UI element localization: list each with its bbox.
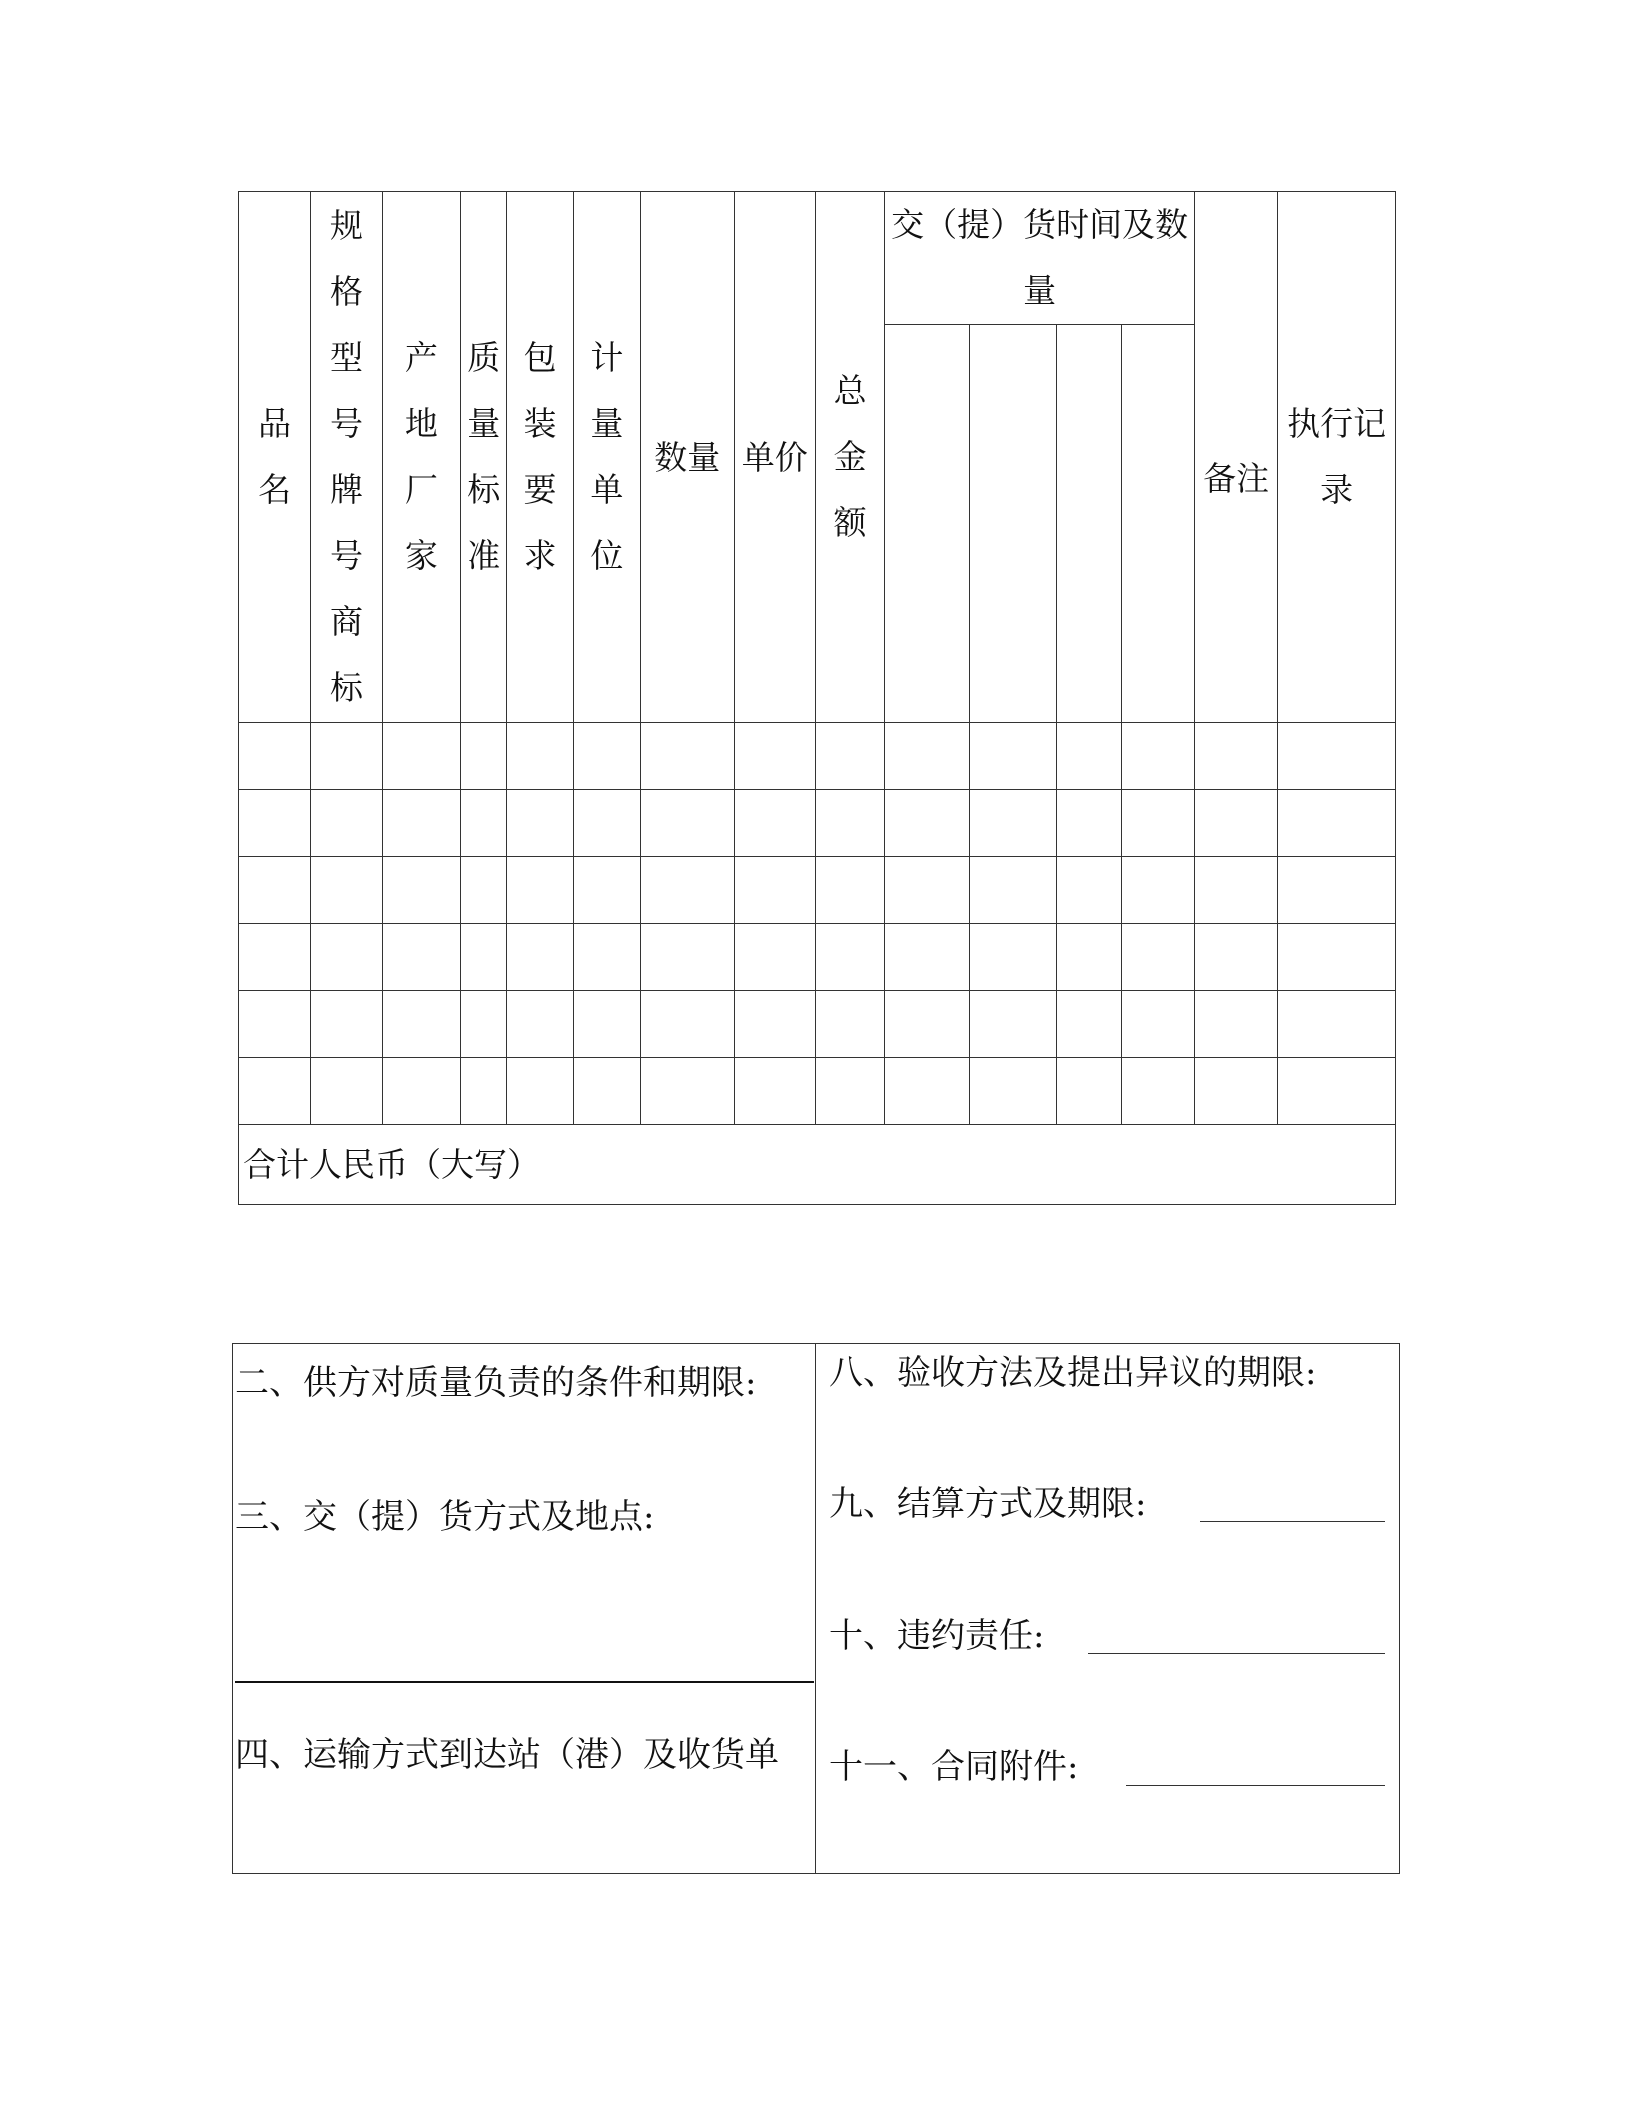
column-divider [815,1344,816,1873]
table-cell[interactable] [461,723,507,790]
table-cell[interactable] [1194,991,1277,1058]
table-cell[interactable] [1057,723,1121,790]
clause-transport-method: 四、运输方式到达站（港）及收货单 [235,1735,779,1775]
delivery-subcol-1 [885,325,969,723]
table-cell[interactable] [1278,991,1396,1058]
table-row [239,790,1396,857]
table-cell[interactable] [815,991,884,1058]
header-total-amount: 总金额 [815,192,884,723]
table-cell[interactable] [885,1058,969,1125]
header-quantity: 数量 [641,192,734,723]
table-cell[interactable] [311,790,382,857]
header-product-name: 品名 [239,192,311,723]
table-cell[interactable] [1121,924,1194,991]
table-cell[interactable] [815,924,884,991]
table-cell[interactable] [1278,723,1396,790]
table-cell[interactable] [969,1058,1056,1125]
table-cell[interactable] [734,723,815,790]
header-remarks: 备注 [1194,192,1277,723]
table-cell[interactable] [507,1058,573,1125]
clause-quality-responsibility: 二、供方对质量负责的条件和期限: [235,1363,757,1403]
table-cell[interactable] [885,857,969,924]
table-cell[interactable] [885,723,969,790]
clause-breach-liability: 十、违约责任: [829,1616,1045,1656]
table-cell[interactable] [1194,857,1277,924]
table-cell[interactable] [461,991,507,1058]
clause-contract-attachments: 十一、合同附件: [829,1747,1079,1787]
table-cell[interactable] [1278,790,1396,857]
table-cell[interactable] [815,723,884,790]
delivery-subcol-2 [969,325,1056,723]
table-cell[interactable] [641,924,734,991]
table-cell[interactable] [885,790,969,857]
table-cell[interactable] [382,857,460,924]
table-cell[interactable] [1194,790,1277,857]
table-cell[interactable] [507,790,573,857]
contract-clauses-box [232,1343,1400,1874]
table-cell[interactable] [885,991,969,1058]
table-cell[interactable] [573,924,640,991]
table-cell[interactable] [969,723,1056,790]
table-cell[interactable] [641,790,734,857]
delivery-subcol-4 [1121,325,1194,723]
table-cell[interactable] [1057,790,1121,857]
table-cell[interactable] [382,723,460,790]
table-cell[interactable] [311,991,382,1058]
table-cell[interactable] [815,790,884,857]
table-cell[interactable] [311,723,382,790]
table-cell[interactable] [239,991,311,1058]
header-packaging: 包装要求 [507,192,573,723]
table-cell[interactable] [573,857,640,924]
table-cell[interactable] [573,723,640,790]
goods-table [238,191,1396,1205]
table-cell[interactable] [885,924,969,991]
table-cell[interactable] [969,924,1056,991]
table-row [239,723,1396,790]
table-cell[interactable] [734,991,815,1058]
table-cell[interactable] [1121,857,1194,924]
table-cell[interactable] [1278,857,1396,924]
table-cell[interactable] [311,1058,382,1125]
table-cell[interactable] [311,857,382,924]
table-cell[interactable] [1057,1058,1121,1125]
table-cell[interactable] [815,1058,884,1125]
table-row [239,1058,1396,1125]
table-cell[interactable] [815,857,884,924]
table-cell[interactable] [382,924,460,991]
table-cell[interactable] [382,991,460,1058]
table-cell[interactable] [507,723,573,790]
table-cell[interactable] [1121,790,1194,857]
table-cell[interactable] [969,790,1056,857]
table-cell[interactable] [507,857,573,924]
table-cell[interactable] [461,1058,507,1125]
header-spec-model: 规格型号牌号商标 [311,192,382,723]
table-cell[interactable] [461,790,507,857]
delivery-method-line[interactable] [235,1681,814,1683]
header-execution-record: 执行记录 [1278,192,1396,723]
table-cell[interactable] [239,857,311,924]
header-unit: 计量单位 [573,192,640,723]
table-cell[interactable] [1194,1058,1277,1125]
table-cell[interactable] [573,790,640,857]
table-cell[interactable] [734,1058,815,1125]
table-cell[interactable] [641,723,734,790]
table-cell[interactable] [969,857,1056,924]
table-cell[interactable] [573,991,640,1058]
table-cell[interactable] [969,991,1056,1058]
table-cell[interactable] [1278,1058,1396,1125]
table-cell[interactable] [1194,723,1277,790]
table-cell[interactable] [1194,924,1277,991]
table-cell[interactable] [382,1058,460,1125]
table-cell[interactable] [1057,857,1121,924]
table-cell[interactable] [1057,991,1121,1058]
table-cell[interactable] [1121,1058,1194,1125]
table-cell[interactable] [239,1058,311,1125]
table-cell[interactable] [734,924,815,991]
table-cell[interactable] [1121,991,1194,1058]
header-quality-standard: 质量标准 [461,192,507,723]
clause-settlement: 九、结算方式及期限: [829,1484,1147,1524]
header-delivery-time-qty: 交（提）货时间及数量 [885,192,1195,325]
settlement-blank-line[interactable] [1200,1521,1385,1522]
table-cell[interactable] [239,723,311,790]
table-cell[interactable] [734,857,815,924]
clause-delivery-method: 三、交（提）货方式及地点: [235,1497,655,1537]
table-row [239,924,1396,991]
table-cell[interactable] [641,1058,734,1125]
table-cell[interactable] [734,790,815,857]
table-cell[interactable] [507,924,573,991]
header-unit-price: 单价 [734,192,815,723]
table-cell[interactable] [382,790,460,857]
table-cell[interactable] [461,924,507,991]
table-row [239,857,1396,924]
table-cell[interactable] [311,924,382,991]
breach-blank-line[interactable] [1088,1653,1385,1654]
table-cell[interactable] [573,1058,640,1125]
table-cell[interactable] [1278,924,1396,991]
table-cell[interactable] [641,991,734,1058]
header-origin-manufacturer: 产地厂家 [382,192,460,723]
table-cell[interactable] [507,991,573,1058]
table-cell[interactable] [1121,723,1194,790]
attachments-blank-line[interactable] [1126,1785,1385,1786]
table-cell[interactable] [239,924,311,991]
table-cell[interactable] [239,790,311,857]
table-row [239,991,1396,1058]
delivery-subcol-3 [1057,325,1121,723]
table-cell[interactable] [641,857,734,924]
clause-acceptance-method: 八、验收方法及提出异议的期限: [829,1353,1317,1393]
table-cell[interactable] [461,857,507,924]
table-cell[interactable] [1057,924,1121,991]
total-rmb-uppercase[interactable]: 合计人民币（大写） [239,1125,1396,1205]
